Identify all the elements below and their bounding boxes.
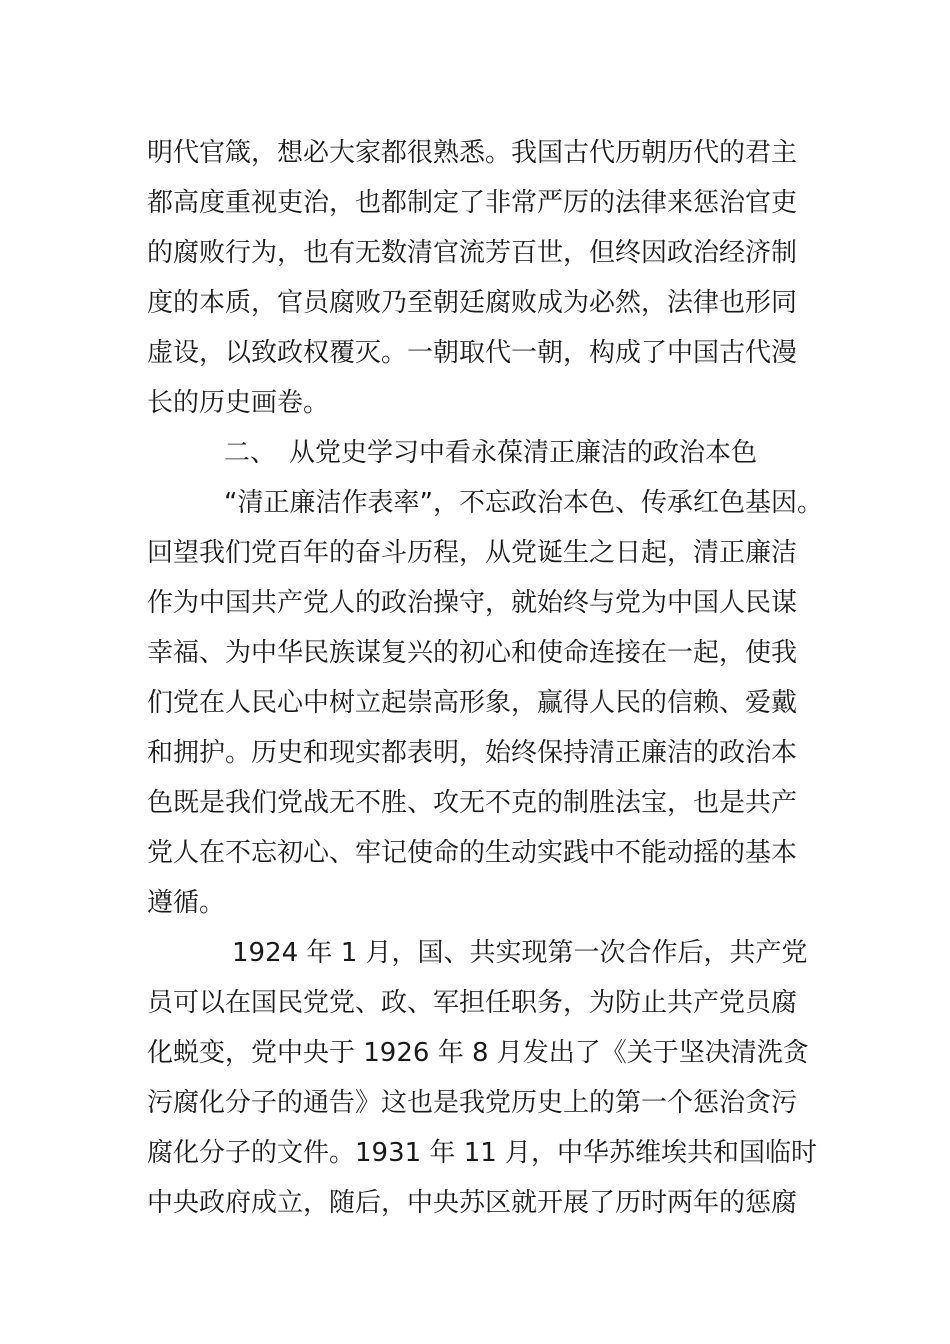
body-text-line: 明代官箴，想必大家都很熟悉。我国古代历朝历代的君主 xyxy=(147,138,798,168)
body-text-line: 色既是我们党战无不胜、攻无不克的制胜法宝，也是共产 xyxy=(147,788,798,818)
body-text-line: 回望我们党百年的奋斗历程，从党诞生之日起，清正廉洁 xyxy=(147,538,798,568)
body-text-line: 们党在人民心中树立起崇高形象，赢得人民的信赖、爱戴 xyxy=(147,688,798,718)
body-text-line: 党人在不忘初心、牢记使命的生动实践中不能动摇的基本 xyxy=(147,838,798,868)
body-text-line: 中央政府成立，随后，中央苏区就开展了历时两年的惩腐 xyxy=(147,1188,798,1218)
body-text-line: 幸福、为中华民族谋复兴的初心和使命连接在一起，使我 xyxy=(147,638,798,668)
body-text-line: 的腐败行为，也有无数清官流芳百世，但终因政治经济制 xyxy=(147,238,798,268)
body-text-line: 度的本质，官员腐败乃至朝廷腐败成为必然，法律也形同 xyxy=(147,288,798,318)
body-text-line: 污腐化分子的通告》这也是我党历史上的第一个惩治贪污 xyxy=(147,1088,798,1118)
body-text-line: 腐化分子的文件。1931 年 11 月，中华苏维埃共和国临时 xyxy=(147,1138,818,1168)
body-text-line: “清正廉洁作表率”，不忘政治本色、传承红色基因。 xyxy=(224,488,823,518)
body-text-line: 和拥护。历史和现实都表明，始终保持清正廉洁的政治本 xyxy=(147,738,798,768)
body-text-line: 遵循。 xyxy=(147,888,226,918)
body-text-line: 长的历史画卷。 xyxy=(147,388,330,418)
body-text-line: 虚设，以致政权覆灭。一朝取代一朝，构成了中国古代漫 xyxy=(147,338,798,368)
body-text-line: 作为中国共产党人的政治操守，就始终与党为中国人民谋 xyxy=(147,588,798,618)
section-heading: 二、 从党史学习中看永葆清正廉洁的政治本色 xyxy=(224,438,758,468)
body-text-line: 化蜕变，党中央于 1926 年 8 月发出了《关于坚决清洗贪 xyxy=(147,1038,809,1068)
body-text-line: 1924 年 1 月，国、共实现第一次合作后，共产党 xyxy=(232,938,808,968)
body-text-line: 员可以在国民党党、政、军担任职务，为防止共产党员腐 xyxy=(147,988,798,1018)
body-text-line: 都高度重视吏治，也都制定了非常严厉的法律来惩治官吏 xyxy=(147,188,798,218)
